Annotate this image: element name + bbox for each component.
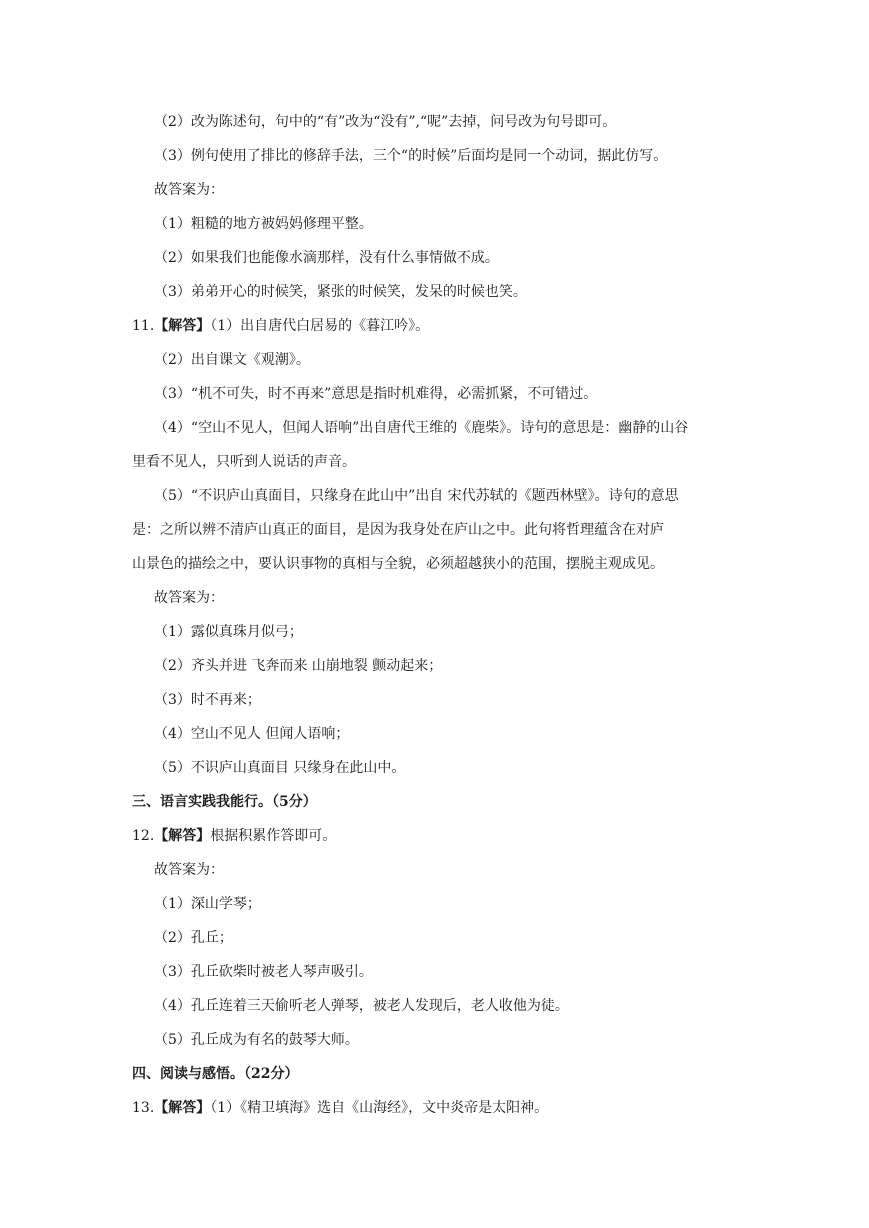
question-number: 11. (132, 318, 155, 334)
question-number: 13. (132, 1100, 155, 1116)
text-line: （4）孔丘连着三天偷听老人弹琴，被老人发现后，老人收他为徒。 (154, 998, 569, 1014)
text-line: （2）齐头并进 飞奔而来 山崩地裂 颤动起来； (154, 658, 443, 674)
answer-line-11: 11.【解答】（1）出自唐代白居易的《暮江吟》。 (132, 318, 430, 334)
text-line: 里看不见人，只听到人说话的声音。 (132, 454, 356, 470)
text-line: （4）空山不见人 但闻人语响； (154, 726, 350, 742)
answer-line-13: 13.【解答】（1）《精卫填海》选自《山海经》，文中炎帝是太阳神。 (132, 1100, 549, 1116)
section-heading: 三、语言实践我能行。（5分） (132, 794, 317, 810)
text-line: （3）弟弟开心的时候笑，紧张的时候笑，发呆的时候也笑。 (154, 284, 527, 300)
text-line: （3）“机不可失，时不再来”意思是指时机难得，必需抓紧，不可错过。 (154, 386, 598, 402)
text-line: （5）不识庐山真面目 只缘身在此山中。 (154, 760, 406, 776)
section-heading: 四、阅读与感悟。（22分） (132, 1066, 299, 1082)
text-line: （4）“空山不见人，但闻人语响”出自唐代王维的《鹿柴》。诗句的意思是：幽静的山谷 (154, 420, 689, 436)
text-line: （5）“不识庐山真面目，只缘身在此山中”出自 宋代苏轼的《题西林壁》。诗句的意思 (154, 488, 679, 504)
text-line: （3）时不再来； (154, 692, 261, 708)
text-line: （2）改为陈述句，句中的“有”改为“没有”,“呢”去掉，问号改为句号即可。 (154, 114, 617, 130)
text-line: （1）深山学琴； (154, 896, 261, 912)
answer-tag: 【解答】 (154, 828, 211, 844)
text-line: （1）粗糙的地方被妈妈修理平整。 (154, 216, 373, 232)
text-line: （1）露似真珠月似弓； (154, 624, 303, 640)
answer-tag: 【解答】 (154, 318, 211, 334)
text-line: 是：之所以辨不清庐山真正的面目，是因为我身处在庐山之中。此句将哲理蕴含在对庐 (132, 522, 664, 538)
text-line: （5）孔丘成为有名的鼓琴大师。 (154, 1032, 359, 1048)
question-number: 12. (132, 828, 155, 844)
answer-line-12: 12.【解答】根据积累作答即可。 (132, 828, 337, 844)
text-line: （3）例句使用了排比的修辞手法，三个“的时候”后面均是同一个动词，据此仿写。 (154, 148, 668, 164)
text-line: 故答案为： (154, 182, 224, 198)
text-line: 山景色的描绘之中，要认识事物的真相与全貌，必须超越狭小的范围，摆脱主观成见。 (132, 556, 664, 572)
text-line: 故答案为： (154, 862, 224, 878)
text-line: （2）出自课文《观潮》。 (154, 352, 310, 368)
answer-tag: 【解答】 (154, 1100, 211, 1116)
text-line: （3）孔丘砍柴时被老人琴声吸引。 (154, 964, 373, 980)
text-line: （2）如果我们也能像水滴那样，没有什么事情做不成。 (154, 250, 499, 266)
text-line: （2）孔丘； (154, 930, 233, 946)
text-line: 故答案为： (154, 590, 224, 606)
